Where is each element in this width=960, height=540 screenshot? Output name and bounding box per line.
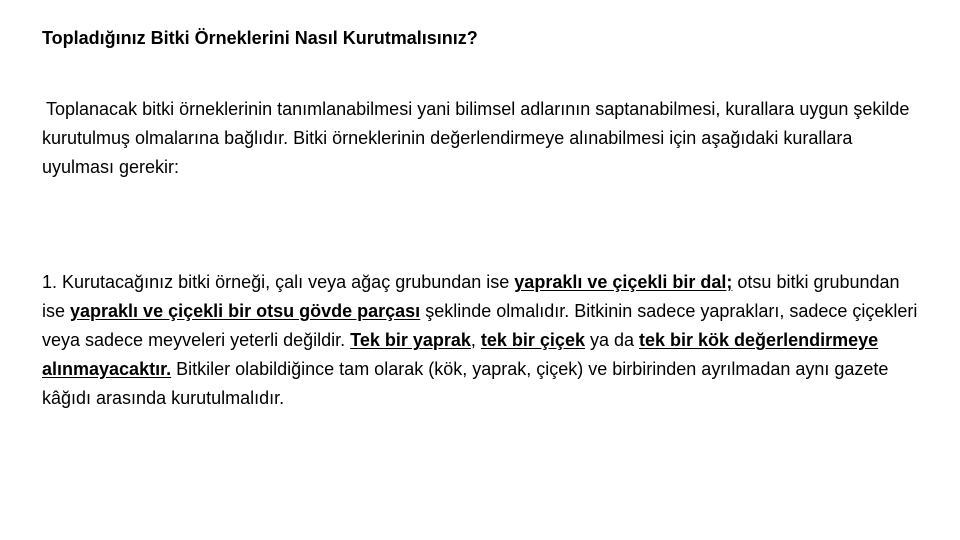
rule-text-3: şeklinde olmalıdır. Bitkinin sadece yaprakları, sadece çiçekleri veya sadece meyveleri yeterli değildir. <box>42 301 918 350</box>
rule-text-4: , <box>470 330 481 350</box>
rule-emphasis-flower: tek bir çiçek <box>480 330 585 350</box>
rule-emphasis-branch: yapraklı ve çiçekli bir dal; <box>514 272 733 292</box>
slide-title: Topladığınız Bitki Örneklerini Nasıl Kurutmalısınız? <box>42 28 478 48</box>
rule-paragraph <box>42 268 922 413</box>
rule-emphasis-stem: yapraklı ve çiçekli bir otsu gövde parçası <box>70 301 421 321</box>
intro-text: Toplanacak bitki örneklerinin tanımlanabilmesi yani bilimsel adlarının saptanabilmesi, kurallara uygun şekilde kurutulmuş olmalarına bağlıdır. Bitki örneklerinin değerlendirmeye alınabilmesi için aşağıdaki kurallara uyulması gerekir: <box>42 99 910 177</box>
rule-emphasis-root: tek bir kök değerlendirmeye alınmayacaktır. <box>42 330 879 379</box>
intro-paragraph <box>42 95 922 182</box>
rule-text-1: 1. Kurutacağınız bitki örneği, çalı veya ağaç grubundan ise <box>42 272 515 292</box>
rule-text-6: Bitkiler olabildiğince tam olarak (kök, yaprak, çiçek) ve birbirinden ayrılmadan aynı gazete kâğıdı arasında kurutulmalıdır. <box>42 359 889 408</box>
rule-text-2: otsu bitki grubundan ise <box>42 272 900 321</box>
rule-text-5: ya da <box>584 330 640 350</box>
rule-emphasis-leaf: Tek bir yaprak <box>350 330 471 350</box>
